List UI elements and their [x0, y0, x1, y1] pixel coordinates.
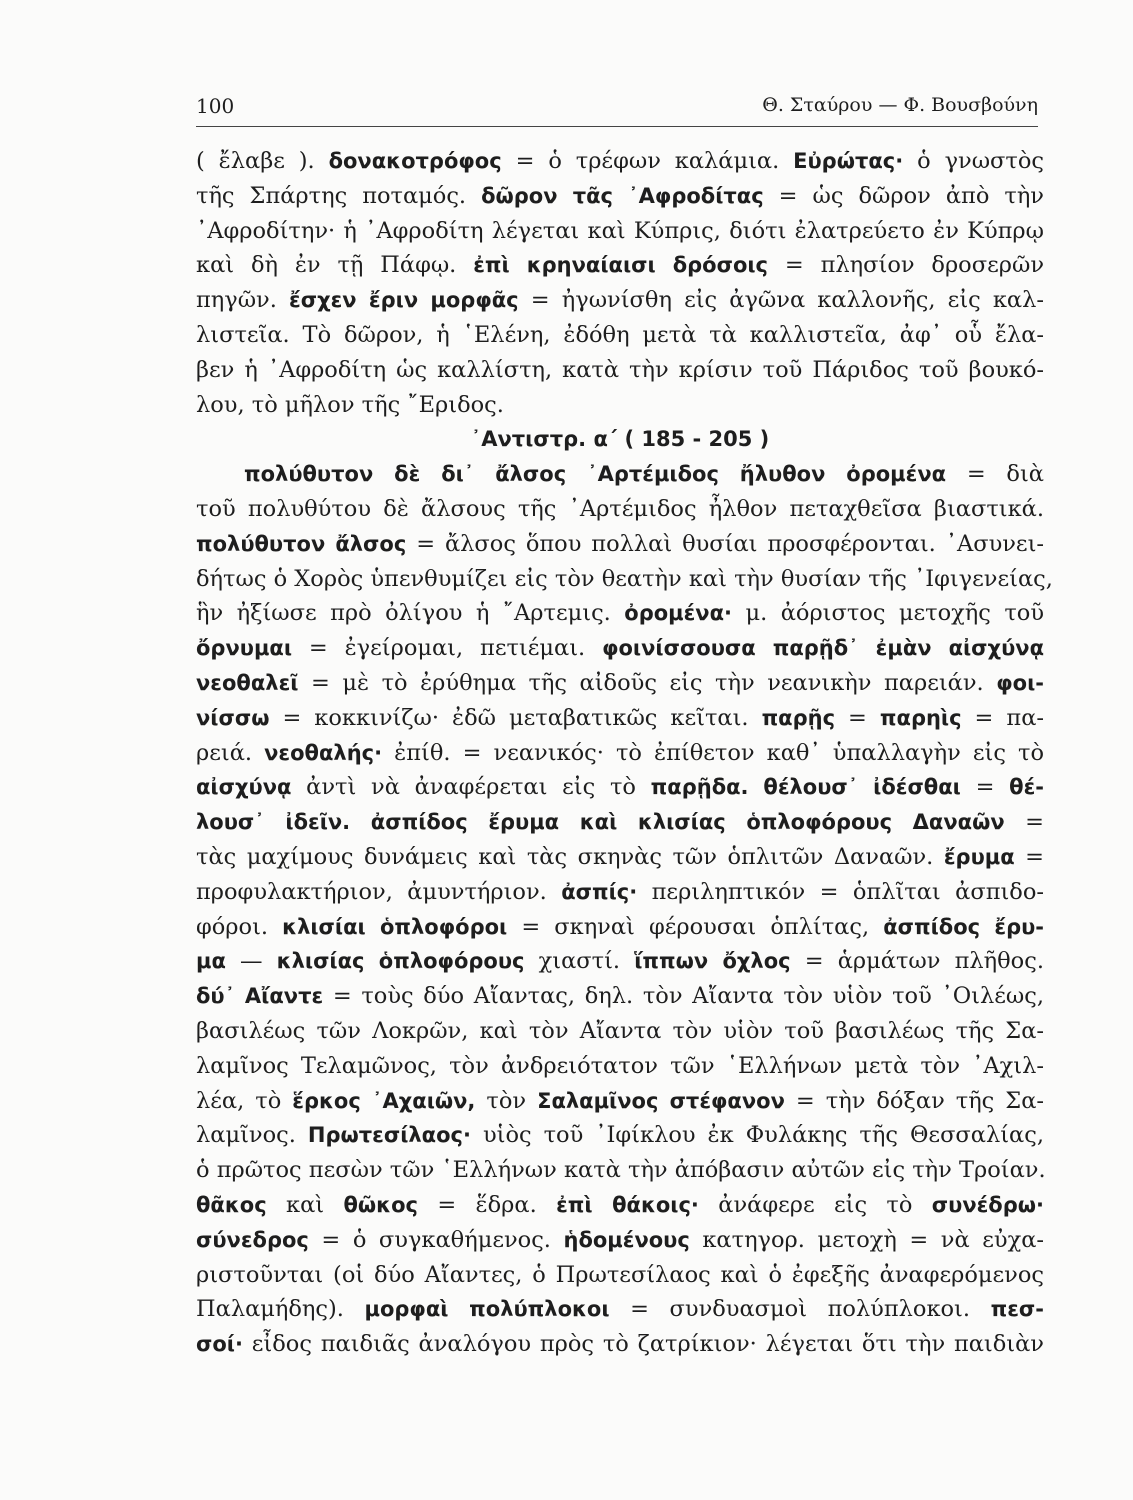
- text-line: [196, 701, 1044, 736]
- lemma-term: ἕρκος ᾿Αχαιῶν,: [292, 1088, 476, 1113]
- lemma-term: Σαλαμῖνος στέφανον: [537, 1088, 785, 1113]
- gloss-text: = ἠγωνίσθη εἰς ἀγῶνα καλλονῆς, εἰς καλ-: [518, 287, 1044, 314]
- text-line: [196, 318, 1044, 353]
- gloss-text: κατηγορ. μετοχὴ = νὰ εὐχα-: [689, 1226, 1044, 1253]
- gloss-text: βεν ἡ ᾿Αφροδίτη ὡς καλλίστη, κατὰ τὴν κρίσιν τοῦ Πάριδος τοῦ βουκό-: [196, 356, 1044, 383]
- lemma-term: σύνεδρος: [196, 1227, 309, 1252]
- lemma-term: Εὐρώτας·: [793, 149, 904, 173]
- gloss-text: ἀνάφερε εἰς τὸ: [698, 1191, 932, 1218]
- lemma-term: ἔσχεν ἔριν μορφᾶς: [289, 288, 519, 313]
- gloss-text: λαμῖνος Τελαμῶνος, τὸν ἀνδρειότατον τῶν ῾Ελλήνων μετὰ τὸν ᾿Αχιλ-: [196, 1052, 1044, 1079]
- text-line: [196, 1084, 1044, 1119]
- gloss-text: εἶδος παιδιᾶς ἀναλόγου πρὸς τὸ ζατρίκιον· λέγεται ὅτι τὴν παιδιὰν: [242, 1331, 1044, 1358]
- text-line: [196, 492, 1044, 527]
- gloss-text: λαμῖνος.: [196, 1122, 308, 1149]
- lemma-term: νεοθαλεῖ: [196, 670, 299, 695]
- gloss-text: ᾿Αφροδίτην· ἡ ᾿Αφροδίτη λέγεται καὶ Κύπρις, διότι ἐλατρεύετο ἐν Κύπρῳ: [196, 217, 1044, 244]
- gloss-text: =: [1014, 843, 1044, 870]
- page-number: 100: [196, 94, 235, 118]
- gloss-text: βασιλέως τῶν Λοκρῶν, καὶ τὸν Αἴαντα τὸν υἱὸν τοῦ βασιλέως τῆς Σα-: [196, 1017, 1044, 1044]
- lemma-term: δῶρον τᾶς ᾿Αφροδίτας: [481, 183, 764, 208]
- text-line: [196, 1327, 1044, 1362]
- text-line: [196, 527, 1044, 562]
- gloss-text: = σκηναὶ φέρουσαι ὁπλίτας,: [507, 913, 884, 940]
- text-line: [196, 631, 1044, 666]
- text-line: [196, 353, 1044, 388]
- gloss-text: =: [835, 704, 880, 731]
- gloss-text: τὰς μαχίμους δυνάμεις καὶ τὰς σκηνὰς τῶν ὁπλιτῶν Δαναῶν.: [196, 843, 944, 870]
- gloss-text: φόροι.: [196, 913, 283, 940]
- lemma-term: ἀσπίς·: [561, 879, 638, 904]
- text-line: [196, 805, 1044, 840]
- text-line: [196, 248, 1044, 283]
- lemma-term: σοί·: [196, 1332, 243, 1357]
- lemma-term: νεοθαλής·: [264, 740, 383, 765]
- text-line: [196, 1223, 1044, 1258]
- gloss-text: χιαστί.: [524, 948, 635, 975]
- lemma-term: πολύθυτον ἄλσος: [196, 531, 407, 556]
- text-line: [196, 1118, 1044, 1153]
- gloss-text: υἱὸς τοῦ ᾿Ιφίκλου ἐκ Φυλάκης τῆς Θεσσαλίας,: [470, 1122, 1045, 1149]
- lemma-term: θᾶκος: [196, 1192, 267, 1217]
- lemma-term: Πρωτεσίλαος·: [307, 1123, 471, 1148]
- lemma-term: δονακοτρόφος: [328, 149, 502, 173]
- text-line: [196, 666, 1044, 701]
- text-line: [196, 596, 1044, 631]
- lemma-term: κλισίας ὁπλοφόρους: [276, 949, 525, 974]
- gloss-text: ἣν ἠξίωσε πρὸ ὀλίγου ἡ ῎Αρτεμις.: [196, 600, 625, 627]
- gloss-text: προφυλακτήριον, ἀμυντήριον.: [196, 878, 562, 905]
- text-line: [196, 1049, 1044, 1084]
- lemma-term: δύ᾿ Αἴαντε: [196, 984, 324, 1009]
- text-line: [196, 214, 1044, 249]
- text-line: [196, 910, 1044, 945]
- text-line: [196, 1292, 1044, 1327]
- lemma-term: νίσσω: [196, 705, 270, 730]
- lemma-term: παρῇς: [761, 705, 836, 730]
- gloss-text: ρειά.: [196, 739, 265, 766]
- gloss-text: πηγῶν.: [196, 287, 290, 314]
- lemma-term: παρῇδα. θέλουσ᾿ ἰδέσθαι: [650, 775, 961, 800]
- lemma-term: πεσ-: [990, 1297, 1044, 1322]
- lemma-term: κλισίαι ὁπλοφόροι: [282, 914, 508, 939]
- lemma-term: ἀσπίδος ἔρυ-: [883, 914, 1044, 939]
- lemma-term: θέ-: [1009, 775, 1044, 800]
- gloss-text: = τοὺς δύο Αἴαντας, δηλ. τὸν Αἴαντα τὸν υἱὸν τοῦ ᾿Οιλέως,: [323, 983, 1044, 1010]
- gloss-text: ἐπίθ. = νεανικός· τὸ ἐπίθετον καθ᾿ ὑπαλλαγὴν εἰς τὸ: [382, 739, 1044, 766]
- lemma-term: ἐπὶ κρηναίαισι δρόσοις: [473, 253, 769, 278]
- gloss-text: = πα-: [961, 704, 1044, 731]
- gloss-text: = ἁρμάτων πλῆθος.: [790, 948, 1044, 975]
- running-head-authors: Θ. Σταύρου — Φ. Βουσβούνη: [762, 94, 1038, 116]
- lemma-term: πολύθυτον δὲ δι᾿ ἄλσος ᾿Αρτέμιδος ἤλυθον ὀρομένα: [244, 462, 947, 487]
- gloss-text: = ἄλσος ὅπου πολλαὶ θυσίαι προσφέρονται. ᾿Ασυνει-: [406, 530, 1045, 557]
- text-line: [196, 770, 1044, 805]
- gloss-text: = ἐγείρομαι, πετιέμαι.: [292, 635, 603, 662]
- section-heading: ᾿Αντιστρ. α΄ ( 185 - 205 ): [470, 427, 770, 452]
- lemma-term: αἰσχύνᾳ: [196, 775, 292, 800]
- gloss-text: καὶ: [266, 1191, 344, 1218]
- gloss-text: = ἕδρα.: [417, 1191, 557, 1218]
- lemma-term: ὀρομένα·: [624, 601, 733, 626]
- gloss-text: λέα, τὸ: [196, 1087, 293, 1114]
- lemma-term: συνέδρω·: [931, 1192, 1044, 1217]
- lemma-term: παρηὶς: [879, 705, 962, 730]
- text-line: [196, 1014, 1044, 1049]
- gloss-text: = τὴν δόξαν τῆς Σα-: [784, 1087, 1044, 1114]
- text-line: [196, 457, 1044, 492]
- gloss-text: τὸν: [475, 1087, 538, 1114]
- gloss-text: δήτως ὁ Χορὸς ὑπενθυμίζει εἰς τὸν θεατὴν καὶ τὴν θυσίαν τῆς ᾿Ιφιγενείας,: [196, 565, 1053, 592]
- text-line: [196, 1188, 1044, 1223]
- text-line: [196, 736, 1044, 771]
- lemma-term: ἔρυμα: [943, 844, 1015, 869]
- gloss-text: = κοκκινίζω· ἐδῶ μεταβατικῶς κεῖται.: [269, 704, 762, 731]
- gloss-text: ὁ γνωστὸς: [903, 148, 1044, 174]
- gloss-text: = πλησίον δροσερῶν: [768, 252, 1044, 279]
- gloss-text: Παλαμήδης).: [196, 1296, 365, 1323]
- gloss-text: = ὁ συγκαθήμενος.: [308, 1226, 564, 1253]
- gloss-text: ( ἔλαβε ).: [196, 148, 329, 174]
- gloss-text: μ. ἀόριστος μετοχῆς τοῦ: [732, 600, 1044, 627]
- gloss-text: = μὲ τὸ ἐρύθημα τῆς αἰδοῦς εἰς τὴν νεανικὴν παρειάν.: [298, 669, 997, 696]
- lemma-term: ἵππων ὄχλος: [634, 949, 791, 974]
- text-line: [196, 388, 1044, 423]
- page-body: [196, 144, 1053, 1362]
- gloss-text: = συνδυασμοὶ πολύπλοκοι.: [609, 1296, 991, 1323]
- text-line: [196, 979, 1044, 1014]
- text-line: [196, 944, 1044, 979]
- gloss-text: τοῦ πολυθύτου δὲ ἄλσους τῆς ᾿Αρτέμιδος ἦλθον πεταχθεῖσα βιαστικά.: [196, 495, 1044, 522]
- lemma-term: θῶκος: [343, 1192, 418, 1217]
- text-line: [196, 283, 1044, 318]
- text-line: [196, 144, 1044, 179]
- gloss-text: λιστεῖα. Τὸ δῶρον, ἡ ῾Ελένη, ἐδόθη μετὰ τὰ καλλιστεῖα, ἀφ᾿ οὗ ἔλα-: [196, 321, 1044, 348]
- text-line: [196, 875, 1044, 910]
- gloss-text: ριστοῦνται (οἱ δύο Αἴαντες, ὁ Πρωτεσίλαος καὶ ὁ ἐφεξῆς ἀναφερόμενος: [196, 1261, 1044, 1288]
- gloss-text: καὶ δὴ ἐν τῇ Πάφῳ.: [196, 252, 474, 279]
- text-line: [196, 840, 1044, 875]
- lemma-term: μα: [196, 949, 226, 974]
- lemma-term: ἐπὶ θάκοις·: [556, 1192, 699, 1217]
- lemma-term: ὄρνυμαι: [196, 636, 293, 661]
- gloss-text: λου, τὸ μῆλον τῆς ῎Εριδος.: [196, 391, 504, 418]
- gloss-text: περιληπτικόν = ὁπλῖται ἀσπιδο-: [637, 878, 1044, 905]
- text-line: [196, 179, 1044, 214]
- lemma-term: φοι-: [996, 670, 1044, 695]
- gloss-text: =: [960, 774, 1010, 801]
- lemma-term: λουσ᾿ ἰδεῖν. ἀσπίδος ἔρυμα καὶ κλισίας ὁπλοφόρους Δαναῶν: [196, 810, 1005, 835]
- gloss-text: = ὡς δῶρον ἀπὸ τὴν: [763, 182, 1044, 209]
- text-line: [196, 1153, 1044, 1188]
- text-line: [196, 1258, 1044, 1293]
- running-header: [196, 90, 1038, 127]
- gloss-text: ὁ πρῶτος πεσὼν τῶν ῾Ελλήνων κατὰ τὴν ἀπόβασιν αὐτῶν εἰς τὴν Τροίαν.: [196, 1157, 1046, 1184]
- lemma-term: φοινίσσουσα παρῇδ᾿ ἐμὰν αἰσχύνᾳ: [602, 636, 1045, 661]
- gloss-text: = διὰ: [946, 461, 1044, 488]
- gloss-text: = ὁ τρέφων καλάμια.: [501, 148, 794, 174]
- gloss-text: =: [1004, 809, 1044, 836]
- lemma-term: ἡδομένους: [563, 1227, 690, 1252]
- text-line: [196, 562, 1053, 597]
- lemma-term: μορφαὶ πολύπλοκοι: [364, 1297, 610, 1322]
- gloss-text: τῆς Σπάρτης ποταμός.: [196, 182, 482, 209]
- gloss-text: —: [225, 948, 277, 975]
- gloss-text: ἀντὶ νὰ ἀναφέρεται εἰς τὸ: [291, 774, 651, 801]
